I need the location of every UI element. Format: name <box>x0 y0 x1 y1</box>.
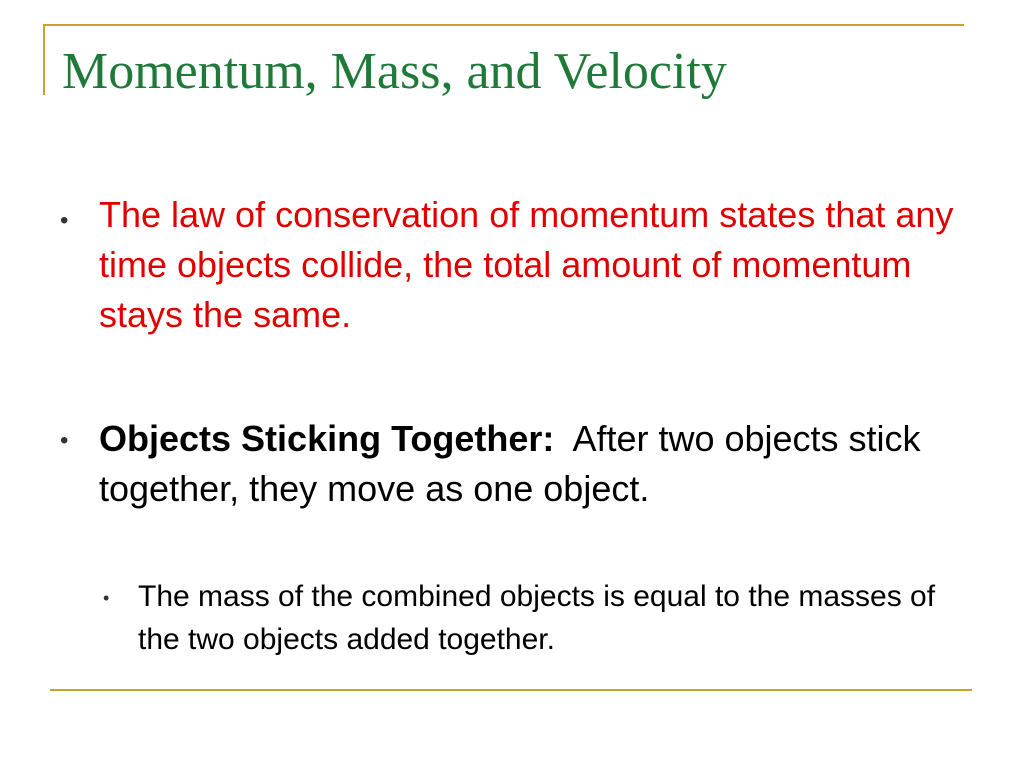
bullet-conservation-law: The law of conservation of momentum states that any time objects collide, the total amount of momentum stays the same. <box>99 194 954 335</box>
sub-bullet-combined-mass: The mass of the combined objects is equal to the masses of the two objects added together. <box>138 580 936 656</box>
bullet-marker: • <box>60 427 69 454</box>
title-frame-top-line <box>43 24 964 26</box>
slide-title: Momentum, Mass, and Velocity <box>62 43 727 100</box>
bullet-heading: Objects Sticking Together: <box>99 418 555 459</box>
bullet-sticking-together <box>99 414 979 514</box>
title-frame-left-line <box>43 24 45 95</box>
bullet-marker: • <box>60 207 69 234</box>
footer-divider-line <box>50 689 972 691</box>
bullet-body: After two objects stick together, they move as one object. <box>99 418 921 509</box>
sub-bullet-marker: • <box>103 588 110 608</box>
